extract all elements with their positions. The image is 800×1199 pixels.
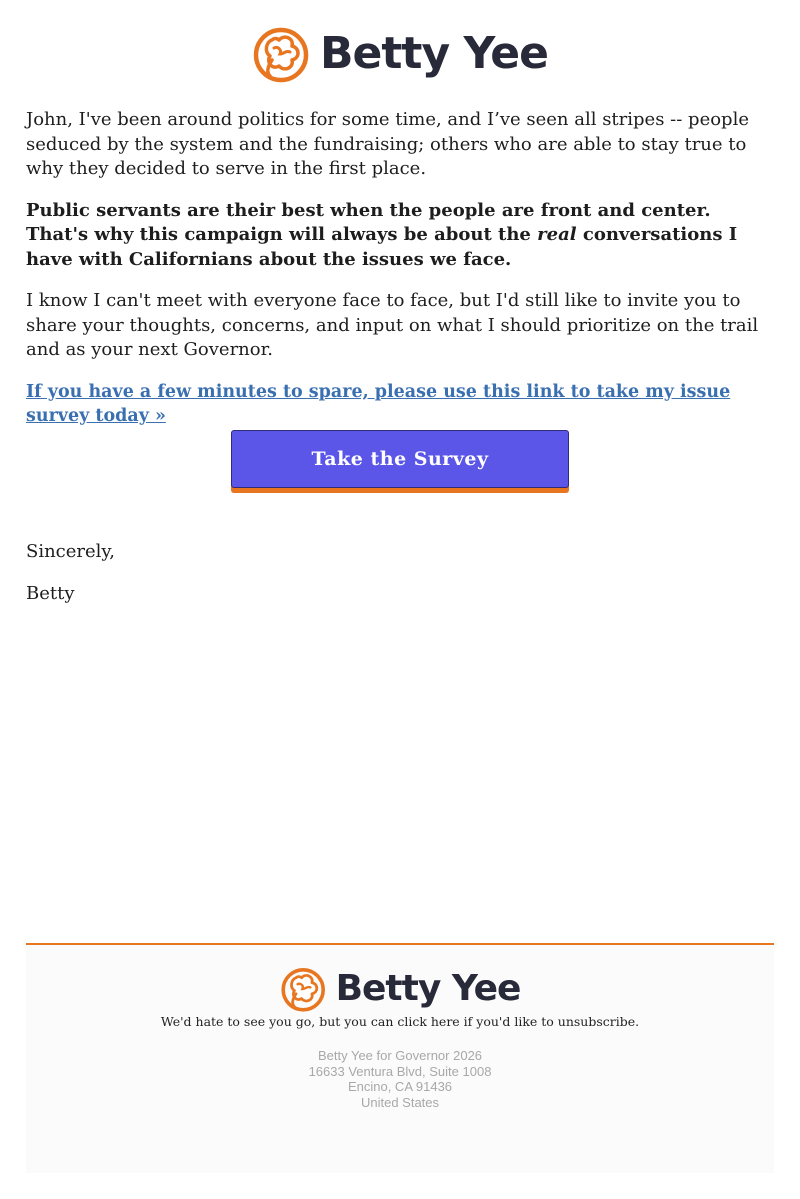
emphasis-paragraph-part2: conversations I have with Californians about the issues we face. xyxy=(26,224,738,270)
take-survey-button[interactable]: Take the Survey xyxy=(231,430,569,488)
invite-paragraph: I know I can't meet with everyone face to face, but I'd still like to invite you to share your thoughts, concerns, and input on what I should prioritize on the trail and as your next Governor. xyxy=(26,290,759,360)
address-line-org: Betty Yee for Governor 2026 xyxy=(317,1048,483,1063)
flower-logo-icon xyxy=(280,965,328,1013)
footer-brand-logo[interactable] xyxy=(280,965,521,1013)
closing-text: Sincerely, xyxy=(26,541,115,562)
emphasis-paragraph xyxy=(26,199,776,273)
address-line-street: 16633 Ventura Blvd, Suite 1008 xyxy=(308,1063,492,1079)
emphasis-word: real xyxy=(537,224,577,245)
survey-link-paragraph xyxy=(26,380,776,429)
flower-logo-icon xyxy=(252,24,312,84)
survey-link[interactable]: If you have a few minutes to spare, please use this link to take my issue survey today » xyxy=(26,381,731,426)
unsubscribe-link[interactable]: We'd hate to see you go, but you can click here if you'd like to unsubscribe. xyxy=(160,1014,640,1029)
cta-container xyxy=(231,430,569,493)
header-logo-area xyxy=(0,24,800,84)
email-body xyxy=(26,108,776,446)
intro-paragraph: John, I've been around politics for some time, and I’ve seen all stripes -- people seduced by the system and the fundraising; others who are able to stay true to why they decided to serve in the first place. xyxy=(26,109,749,179)
footer xyxy=(26,943,774,1173)
address-line-city: Encino, CA 91436 xyxy=(347,1079,453,1094)
brand-name: Betty Yee xyxy=(320,28,548,79)
footer-brand-name: Betty Yee xyxy=(335,968,521,1009)
footer-logo-area xyxy=(26,965,774,1013)
brand-logo[interactable] xyxy=(252,24,548,84)
address-line-country: United States xyxy=(360,1094,440,1110)
emphasis-paragraph-part1: Public servants are their best when the people are front and center. That's why this campaign will always be about the xyxy=(26,199,711,245)
signoff xyxy=(26,540,115,624)
mailing-address xyxy=(26,1048,774,1110)
signer-name: Betty xyxy=(26,583,75,604)
